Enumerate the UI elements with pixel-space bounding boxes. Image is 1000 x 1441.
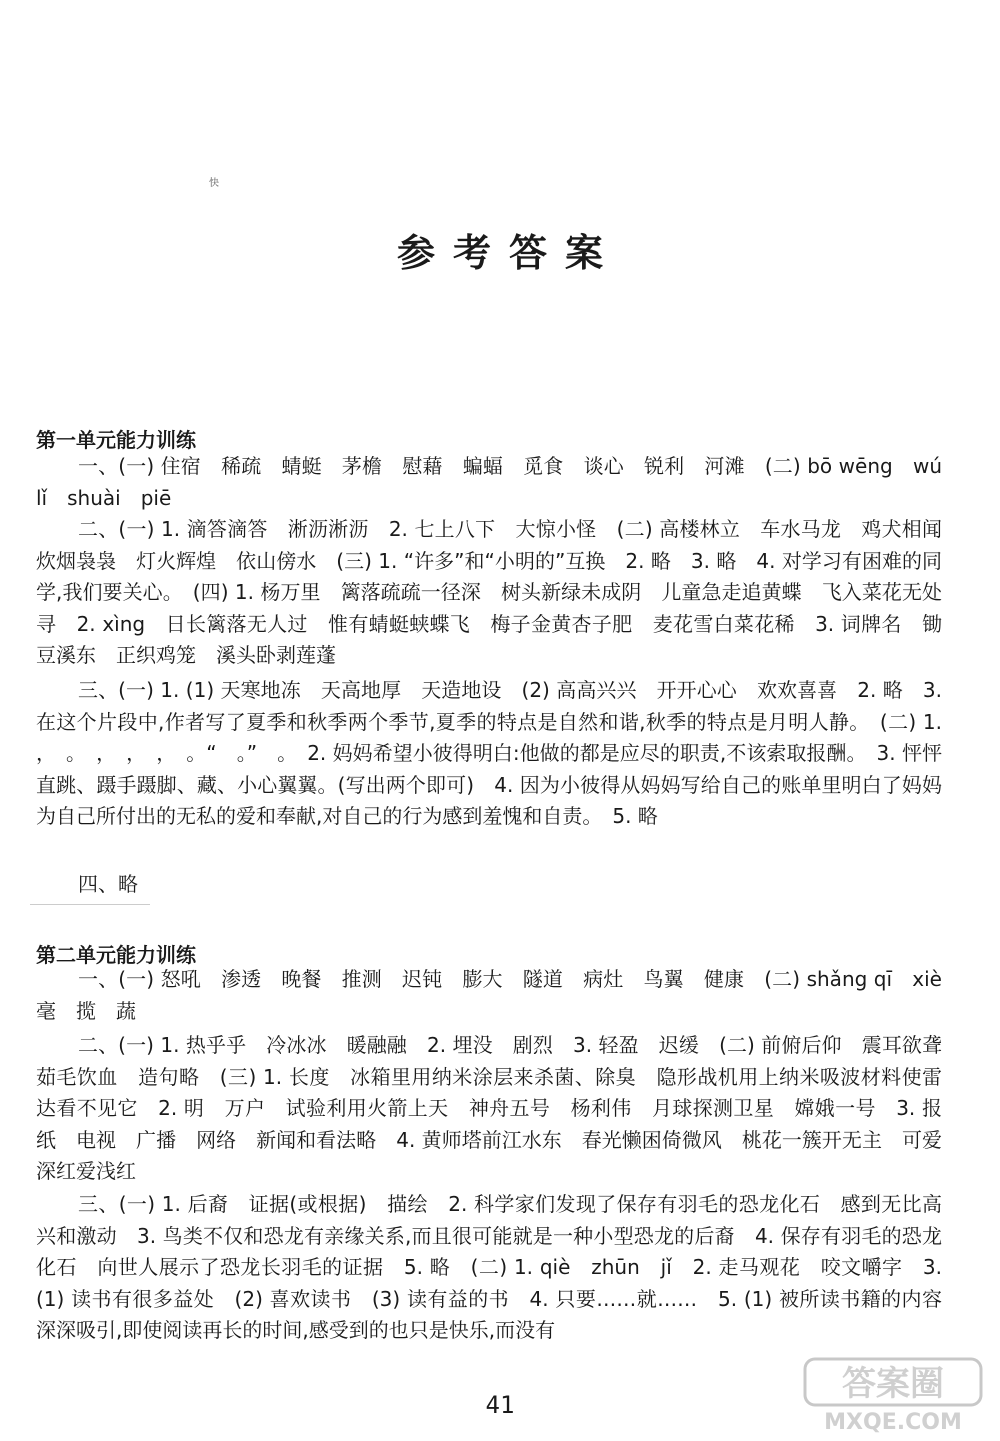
unit1-part2: 二、(一) 1. 滴答滴答 淅沥淅沥 2. 七上八下 大惊小怪 (二) 高楼林立 车水马龙 鸡犬相闻 炊烟袅袅 灯火辉煌 依山傍水 (三) 1. “许多”和“小明的”互换 2. 略 3. 略 4. 对学习有困难的同学,我们要关心。 (四) 1. 杨万里 篱落疏疏一径深 树头新绿未成阴 儿童急走追黄蝶 飞入菜花无处寻 2. xìng 日长篱落无人过 惟有蜻蜓蛱蝶飞 梅子金黄杏子肥 麦花雪白菜花稀 3. 词牌名 锄豆溪东 正织鸡笼 溪头卧剥莲蓬 [36,517,962,667]
unit2-part3: 三、(一) 1. 后裔 证据(或根据) 描绘 2. 科学家们发现了保存有羽毛的恐龙化石 感到无比高兴和激动 3. 鸟类不仅和恐龙有亲缘关系,而且很可能就是一种小型恐龙的后裔 4. 保存有羽毛的恐龙化石 向世人展示了恐龙长羽毛的证据 5. 略 (二) 1. qiè zhūn jǐ 2. 走马观花 咬文嚼字 3. (1) 读书有很多益处 (2) 喜欢读书 (3) 读有益的书 4. 只要……就…… 5. (1) 被所读书籍的内容深深吸引,即使阅读再长的时间,感受到的也只是快乐,而没有 [36,1192,942,1342]
unit1-part3: 三、(一) 1. (1) 天寒地冻 天高地厚 天造地设 (2) 高高兴兴 开开心心 欢欢喜喜 2. 略 3. 在这个片段中,作者写了夏季和秋季两个季节,夏季的特点是自然和谐,秋季的特点是月明人静。 (二) 1. ， 。 ， ， ， 。“ 。” 。 2. 妈妈希望小彼得明白:他做的都是应尽的职责,不该索取报酬。 3. 怦怦直跳、蹑手蹑脚、藏、小心翼翼。(写出两个即可) 4. 因为小彼得从妈妈写给自己的账单里明白了妈妈为自己所付出的无私的爱和奉献,对自己的行为感到羞愧和自责。 5. 略 [36,678,942,828]
page-title: 参考答案 [396,230,621,275]
unit1-part4: 四、略 [78,872,138,896]
unit1-heading: 第一单元能力训练 [36,428,196,452]
page-number: 41 [485,1391,515,1419]
divider [30,904,150,905]
watermark-logo-text: 答案圈 [842,1364,944,1404]
unit1-part1: 一、(一) 住宿 稀疏 蜻蜓 茅檐 慰藉 蝙蝠 觅食 谈心 锐利 河滩 (二) bō wēng wú lǐ shuài piē [36,454,962,510]
watermark-url: MXQE.COM [824,1410,962,1435]
unit2-part1: 一、(一) 怒吼 渗透 晚餐 推测 迟钝 膨大 隧道 病灶 鸟翼 健康 (二) shǎng qī xiè 毫 揽 蔬 [36,967,962,1023]
scan-artifact: 快 [209,178,219,189]
unit2-heading: 第二单元能力训练 [36,943,196,967]
unit2-part2: 二、(一) 1. 热乎乎 冷冰冰 暖融融 2. 埋没 剧烈 3. 轻盈 迟缓 (二) 前俯后仰 震耳欲聋 茹毛饮血 造句略 (三) 1. 长度 冰箱里用纳米涂层来杀菌、除臭 隐形战机用上纳米吸波材料使雷达看不见它 2. 明 万户 试验利用火箭上天 神舟五号 杨利伟 月球探测卫星 嫦娥一号 3. 报纸 电视 广播 网络 新闻和看法略 4. 黄师塔前江水东 春光懒困倚微风 桃花一簇开无主 可爱深红爱浅红 [36,1033,962,1183]
watermark-logo [801,1355,986,1435]
